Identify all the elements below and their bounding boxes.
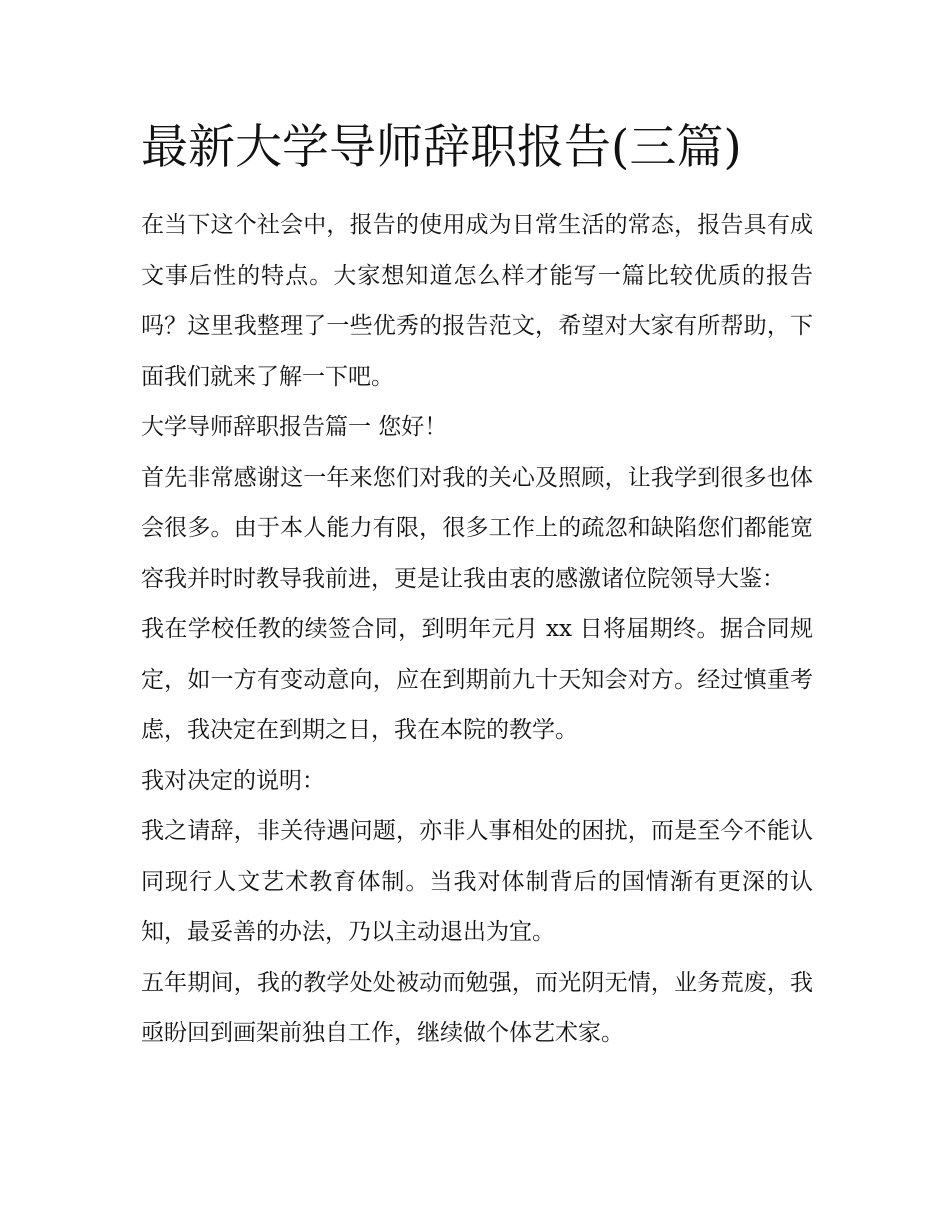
paragraph-reason: 我之请辞，非关待遇问题，亦非人事相处的困扰，而是至今不能认同现行人文艺术教育体制。当我对体制背后的国情渐有更深的认知，最妥善的办法，乃以主动退出为宜。 xyxy=(141,818,813,945)
paragraph-salutation: 大学导师辞职报告篇一 您好！ xyxy=(141,414,448,440)
paragraph-thanks: 首先非常感谢这一年来您们对我的关心及照顾，让我学到很多也体会很多。由于本人能力有限，很多工作上的疏忽和缺陷您们都能宽容我并时时教导我前进，更是让我由衷的感激诸位院领导大鉴： xyxy=(141,464,813,592)
paragraph-explanation-heading: 我对决定的说明： xyxy=(141,767,325,794)
paragraph-five-years: 五年期间，我的教学处处被动而勉强，而光阴无情，业务荒废，我亟盼回到画架前独自工作，继续做个体艺术家。 xyxy=(141,969,813,1046)
paragraph-intro: 在当下这个社会中，报告的使用成为日常生活的常态，报告具有成文事后性的特点。大家想知道怎么样才能写一篇比较优质的报告吗？这里我整理了一些优秀的报告范文，希望对大家有所帮助，下面我们就来了解一下吧。 xyxy=(141,212,813,390)
document-body xyxy=(141,200,813,1059)
document-title: 最新大学导师辞职报告(三篇) xyxy=(141,120,742,175)
paragraph-contract: 我在学校任教的续签合同，到明年元月 xx 日将届期终。据合同规定，如一方有变动意向，应在到期前九十天知会对方。经过慎重考虑，我决定在到期之日，我在本院的教学。 xyxy=(141,616,813,743)
